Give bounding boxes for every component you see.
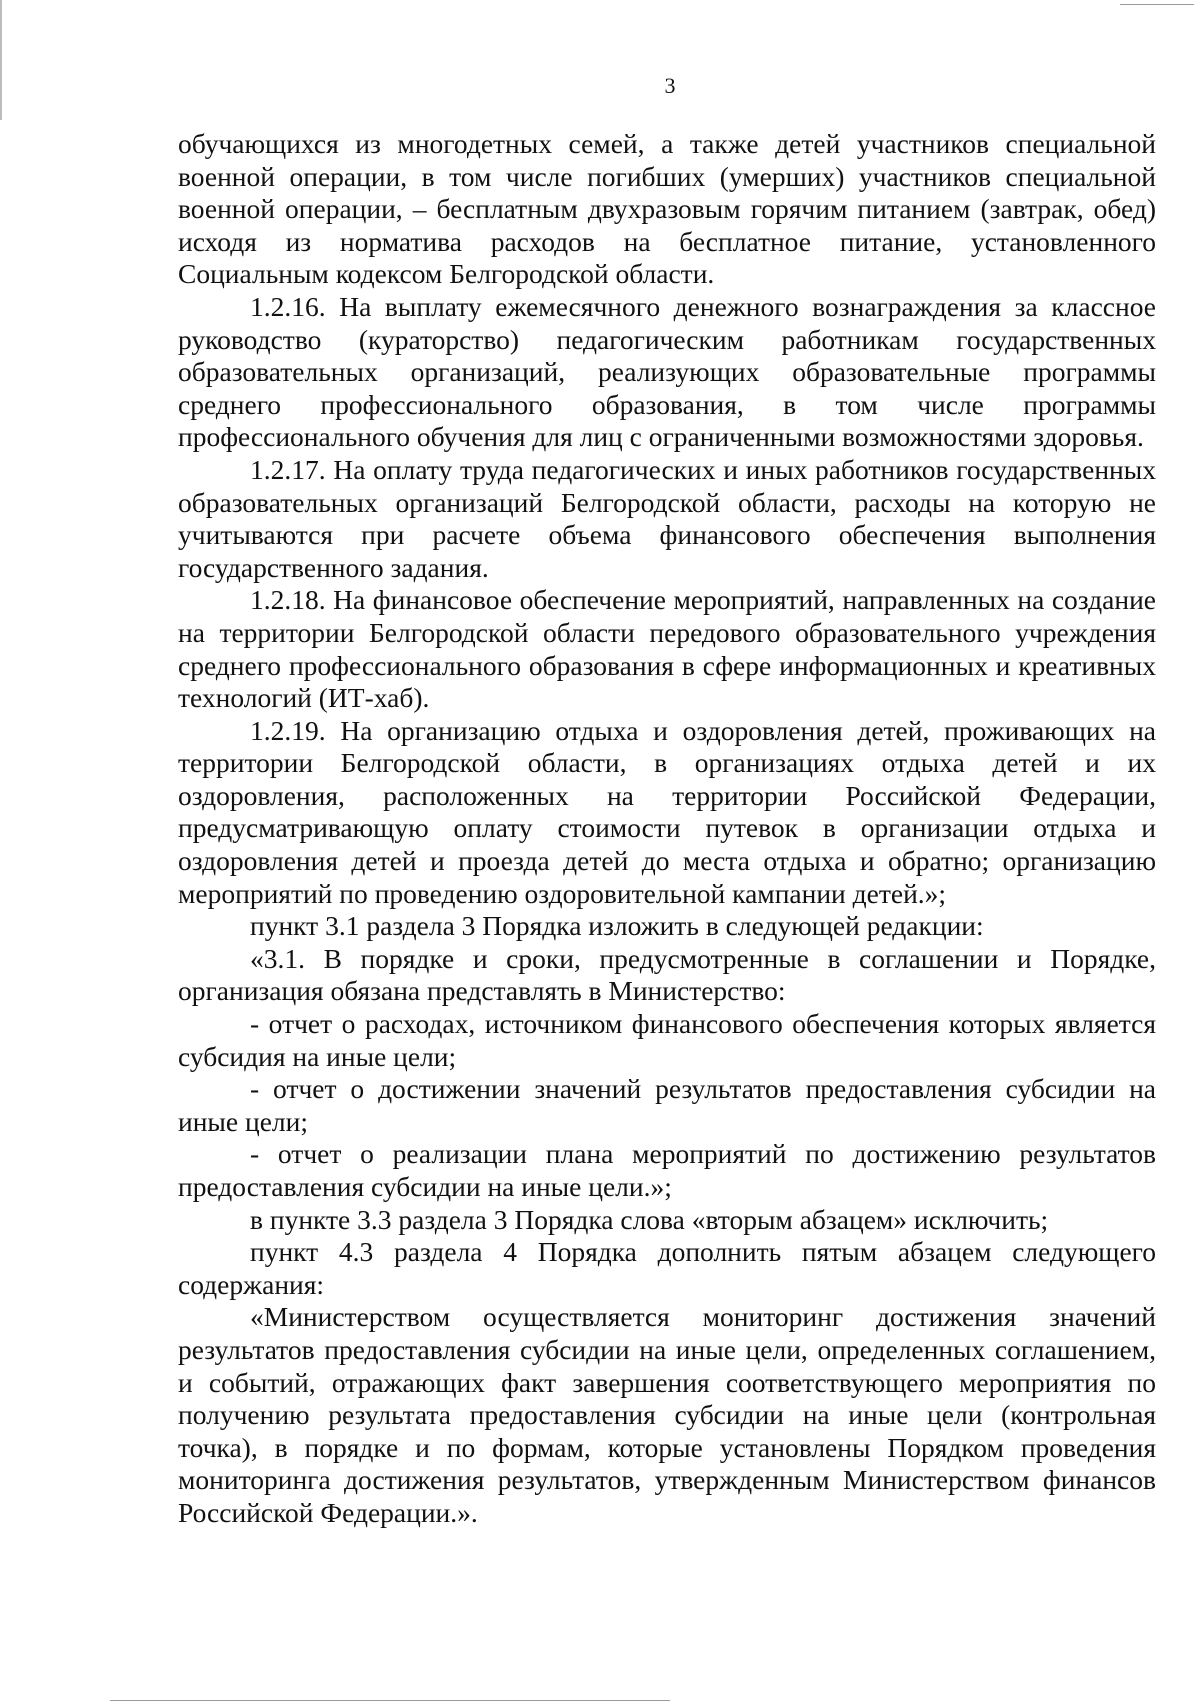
scan-artifact-left-edge	[0, 0, 2, 120]
paragraph-amend-3-1: пункт 3.1 раздела 3 Порядка изложить в следующей редакции:	[250, 910, 984, 942]
scan-artifact-top-right	[1120, 4, 1194, 5]
paragraph-1-2-19: 1.2.19. На организацию отдыха и оздоровления детей, проживающих на территории Белгородской области, в организациях отдыха детей и их оздоровления, расположенных на территории Российской Федерации, предусматривающую оплату стоимости путевок в организации отдыха и оздоровления детей и проезда детей до места отдыха и обратно; организацию мероприятий по проведению оздоровительной кампании детей.»;	[178, 714, 1156, 909]
list-item-expense-report: - отчет о расходах, источником финансового обеспечения которых является субсидия на иные цели;	[178, 1008, 1156, 1072]
paragraph-amend-4-3: пункт 4.3 раздела 4 Порядка дополнить пятым абзацем следующего содержания:	[178, 1236, 1156, 1300]
list-item-plan-report: - отчет о реализации плана мероприятий по достижению результатов предоставления субсидии на иные цели.»;	[178, 1138, 1156, 1202]
paragraph-meals-continuation: обучающихся из многодетных семей, а также детей участников специальной военной операции, в том числе погибших (умерших) участников специальной военной операции, – бесплатным двухразовым горячим питанием (завтрак, обед) исходя из норматива расходов на бесплатное питание, установленного Социальным кодексом Белгородской области.	[178, 128, 1156, 290]
scan-artifact-bottom	[110, 1700, 670, 1701]
document-body	[178, 128, 1156, 1530]
paragraph-1-2-17: 1.2.17. На оплату труда педагогических и иных работников государственных образовательных организаций Белгородской области, расходы на которую не учитываются при расчете объема финансового обеспечения выполнения государственного задания.	[178, 453, 1156, 583]
paragraph-amend-3-3: в пункте 3.3 раздела 3 Порядка слова «вторым абзацем» исключить;	[250, 1203, 1049, 1235]
page-number: 3	[664, 73, 676, 98]
list-item-results-report: - отчет о достижении значений результатов предоставления субсидии на иные цели;	[178, 1073, 1156, 1137]
paragraph-1-2-18: 1.2.18. На финансовое обеспечение мероприятий, направленных на создание на территории Белгородской области передового образовательного учреждения среднего профессионального образования в сфере информационных и креативных технологий (ИТ-хаб).	[178, 584, 1156, 714]
paragraph-1-2-16: 1.2.16. На выплату ежемесячного денежного вознаграждения за классное руководство (кураторство) педагогическим работникам государственных образовательных организаций, реализующих образовательные программы среднего профессионального образования, в том числе программы профессионального обучения для лиц с ограниченными возможностями здоровья.	[178, 290, 1156, 453]
paragraph-3-1-text: «3.1. В порядке и сроки, предусмотренные в соглашении и Порядке, организация обязана представлять в Министерство:	[178, 942, 1156, 1007]
paragraph-monitoring: «Министерством осуществляется мониторинг достижения значений результатов предоставления субсидии на иные цели, определенных соглашением, и событий, отражающих факт завершения соответствующего мероприятия по получению результата предоставления субсидии на иные цели (контрольная точка), в порядке и по формам, которые установлены Порядком проведения мониторинга достижения результатов, утвержденным Министерством финансов Российской Федерации.».	[178, 1301, 1156, 1528]
